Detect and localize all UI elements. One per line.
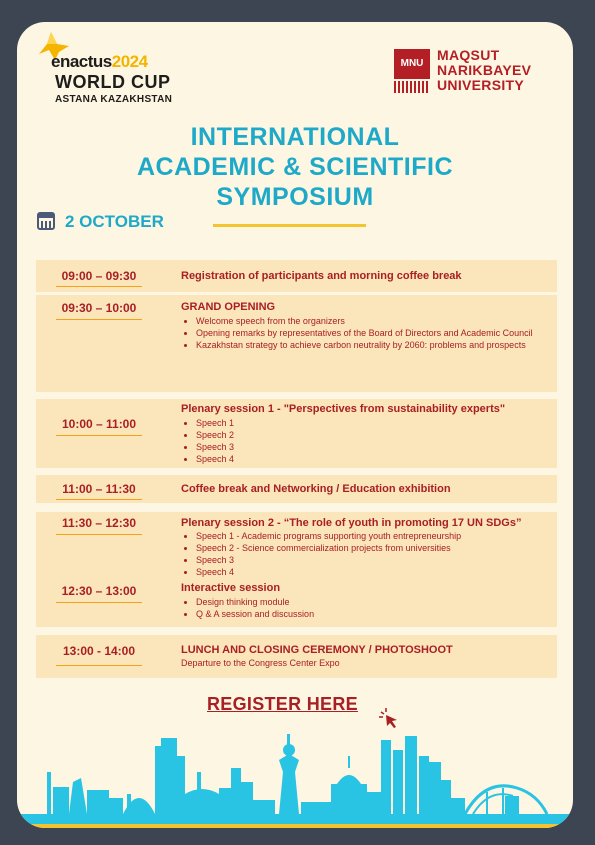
schedule-title: LUNCH AND CLOSING CEREMONY / PHOTOSHOOT bbox=[181, 644, 453, 656]
schedule-time: 10:00 – 11:00 bbox=[61, 417, 137, 431]
schedule-items bbox=[181, 530, 556, 578]
title-line2: ACADEMIC & SCIENTIFIC bbox=[136, 153, 454, 181]
schedule-time: 13:00 - 14:00 bbox=[62, 644, 136, 658]
university-logo bbox=[394, 47, 564, 97]
list-item: • Speech 1 - Academic programs supporting youth entrepreneurship bbox=[196, 530, 556, 542]
list-item: • Speech 2 bbox=[196, 429, 556, 441]
date-divider bbox=[213, 224, 366, 227]
list-item: • Welcome speech from the organizers bbox=[196, 315, 556, 327]
schedule-time: 11:30 – 12:30 bbox=[61, 516, 137, 530]
enactus-year: 2024 bbox=[111, 52, 148, 71]
list-item: • Opening remarks by representatives of the Board of Directors and Academic Council bbox=[196, 327, 556, 339]
time-underline bbox=[56, 319, 142, 320]
schedule-row bbox=[36, 295, 557, 392]
university-line2: NARIKBAYEV bbox=[437, 62, 532, 78]
enactus-world-cup: WORLD CUP bbox=[55, 72, 171, 92]
list-item: • Speech 4 bbox=[196, 566, 556, 578]
schedule-row bbox=[36, 399, 557, 468]
title-line1: INTERNATIONAL bbox=[190, 123, 400, 151]
schedule-row bbox=[36, 475, 557, 503]
schedule-row bbox=[36, 512, 557, 627]
schedule-items bbox=[181, 417, 556, 465]
city-skyline-illustration bbox=[17, 732, 573, 828]
schedule-title: GRAND OPENING bbox=[181, 301, 276, 313]
schedule-row bbox=[36, 260, 557, 292]
list-item: • Speech 1 bbox=[196, 417, 556, 429]
university-line3: UNIVERSITY bbox=[437, 77, 525, 93]
list-item: • Speech 3 bbox=[196, 554, 556, 566]
enactus-city: ASTANA KAZAKHSTAN bbox=[55, 94, 173, 105]
schedule-title: Interactive session bbox=[181, 582, 281, 594]
schedule-row bbox=[36, 635, 557, 678]
time-underline bbox=[56, 286, 142, 287]
list-item: • Kazakhstan strategy to achieve carbon neutrality by 2060: problems and prospects bbox=[196, 339, 556, 351]
enactus-logo bbox=[37, 30, 197, 116]
university-line1: MAQSUT bbox=[437, 47, 500, 63]
list-item: • Q & A session and discussion bbox=[196, 608, 556, 620]
calendar-icon bbox=[37, 212, 55, 230]
time-underline bbox=[56, 499, 142, 500]
cursor-icon bbox=[379, 708, 401, 730]
schedule-time: 12:30 – 13:00 bbox=[61, 584, 137, 598]
schedule-time: 09:00 – 09:30 bbox=[61, 269, 137, 283]
list-item: • Design thinking module bbox=[196, 596, 556, 608]
schedule-items bbox=[181, 315, 556, 351]
schedule-title: Coffee break and Networking / Education exhibition bbox=[181, 483, 451, 495]
schedule-subtitle: Departure to the Congress Center Expo bbox=[181, 658, 340, 668]
schedule-title: Registration of participants and morning coffee break bbox=[181, 270, 462, 282]
schedule-time: 11:00 – 11:30 bbox=[62, 482, 136, 496]
enactus-brand: enactus bbox=[51, 52, 112, 71]
list-item: • Speech 4 bbox=[196, 453, 556, 465]
event-date: 2 OCTOBER bbox=[65, 212, 164, 231]
schedule-items bbox=[181, 596, 556, 620]
time-underline bbox=[56, 665, 142, 666]
time-underline bbox=[56, 435, 142, 436]
schedule-title: Plenary session 1 - "Perspectives from sustainability experts" bbox=[181, 403, 506, 415]
schedule-title: Plenary session 2 - “The role of youth in promoting 17 UN SDGs” bbox=[181, 517, 522, 529]
mnu-mark: MNU bbox=[394, 49, 430, 79]
time-underline bbox=[56, 602, 142, 603]
schedule-time: 09:30 – 10:00 bbox=[61, 301, 137, 315]
list-item: • Speech 2 - Science commercialization projects from universities bbox=[196, 542, 556, 554]
time-underline bbox=[56, 534, 142, 535]
page-title bbox=[17, 122, 573, 212]
list-item: • Speech 3 bbox=[196, 441, 556, 453]
poster-card bbox=[17, 22, 573, 828]
title-line3: SYMPOSIUM bbox=[216, 183, 374, 211]
register-link[interactable]: REGISTER HERE bbox=[207, 694, 358, 714]
mnu-stripes-icon bbox=[394, 81, 430, 93]
